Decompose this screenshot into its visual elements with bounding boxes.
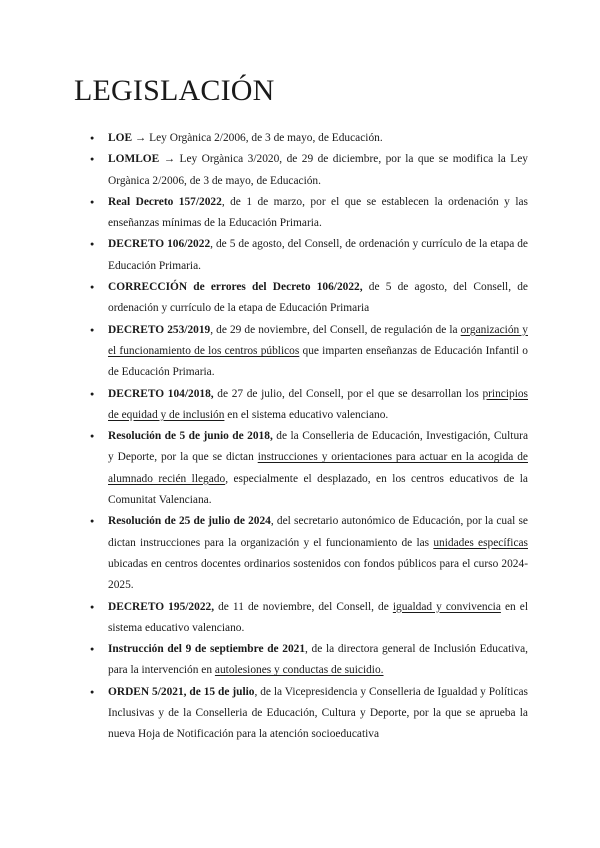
item-text: en el sistema educativo valenciano. — [108, 600, 528, 634]
list-item — [108, 277, 528, 320]
underlined-text: principios de equidad y de inclusión — [108, 387, 528, 421]
list-item — [108, 384, 528, 427]
list-item — [108, 192, 528, 235]
item-text: , del secretario autonómico de Educación, por la cual se dictan instrucciones para la organización y el funcionamiento de las — [108, 515, 528, 549]
item-title: ORDEN 5/2021, de 15 de julio — [108, 685, 255, 698]
underlined-text: igualdad y convivencia — [392, 600, 501, 613]
underlined-text: autolesiones y conductas de suicidio. — [214, 664, 384, 677]
list-item — [108, 234, 528, 277]
item-title: DECRETO 195/2022, — [108, 600, 215, 613]
item-text: ubicadas en centros docentes ordinarios sostenidos con fondos públicos para el curso 2024-2025. — [108, 557, 528, 592]
list-item — [108, 511, 528, 596]
item-title: DECRETO 106/2022 — [108, 238, 211, 251]
underlined-text: unidades específicas — [433, 536, 528, 549]
list-item — [108, 682, 528, 746]
item-title: Resolución de 5 de junio de 2018, — [108, 430, 273, 443]
list-item — [108, 149, 528, 192]
item-title: DECRETO 253/2019 — [108, 323, 211, 336]
page-title: LEGISLACIÓN — [74, 74, 275, 107]
item-text: , de 5 de agosto, del Consell, de ordenación y currículo de la etapa de Educación Primaria. — [108, 238, 528, 272]
item-text: , de 29 de noviembre, del Consell, de regulación de la — [210, 323, 461, 336]
item-title: LOMLOE — [108, 153, 160, 166]
item-title: DECRETO 104/2018, — [108, 387, 214, 400]
item-text: en el sistema educativo valenciano. — [224, 408, 389, 421]
arrow: → — [132, 132, 150, 144]
item-text: de la Conselleria de Educación, Investigación, Cultura y Deporte, por la que se dictan — [108, 430, 528, 464]
item-text: de 5 de agosto, del Consell, de ordenación y currículo de la etapa de Educación Primaria — [108, 281, 528, 315]
item-text: Ley Orgànica 2/2006, de 3 de mayo, de Educación. — [149, 132, 383, 144]
item-title: LOE — [108, 132, 133, 144]
list-item — [108, 639, 528, 682]
legislation-list — [108, 128, 528, 746]
item-title: Instrucción del 9 de septiembre de 2021 — [108, 643, 306, 656]
underlined-text: instrucciones y orientaciones para actuar en la acogida de alumnado recién llegado — [108, 451, 528, 485]
list-item — [108, 320, 528, 384]
arrow: → — [159, 153, 180, 166]
item-text: , de la directora general de Inclusión Educativa, para la intervención en — [108, 643, 528, 677]
item-text: de 11 de noviembre, del Consell, de — [214, 600, 393, 613]
item-text: , de la Vicepresidencia y Conselleria de Igualdad y Políticas Inclusivas y de la Conselleria de Educación, Cultura y Deporte, por la que se aprueba la nueva Hoja de Notificación para la atención socioeducativa — [108, 685, 528, 741]
underlined-text: organización y el funcionamiento de los centros públicos — [108, 323, 528, 357]
item-text: , especialmente el desplazado, en los centros educativos de la Comunitat Valenciana. — [108, 472, 528, 507]
item-title: Resolución de 25 de julio de 2024 — [108, 515, 271, 528]
list-item — [108, 128, 528, 149]
item-title: Real Decreto 157/2022 — [108, 195, 222, 208]
item-text: Ley Orgànica 3/2020, de 29 de diciembre, por la que se modifica la Ley Orgànica 2/2006, de 3 de mayo, de Educación. — [108, 153, 528, 187]
item-text: , de 1 de marzo, por el que se establecen la ordenación y las enseñanzas mínimas de la Educación Primaria. — [108, 195, 528, 230]
item-title: CORRECCIÓN de errores del Decreto 106/2022, — [108, 281, 363, 294]
list-item — [108, 426, 528, 511]
item-text: de 27 de julio, del Consell, por el que se desarrollan los — [213, 387, 483, 400]
list-item — [108, 597, 528, 640]
item-text: que imparten enseñanzas de Educación Infantil o de Educación Primaria. — [108, 344, 529, 379]
